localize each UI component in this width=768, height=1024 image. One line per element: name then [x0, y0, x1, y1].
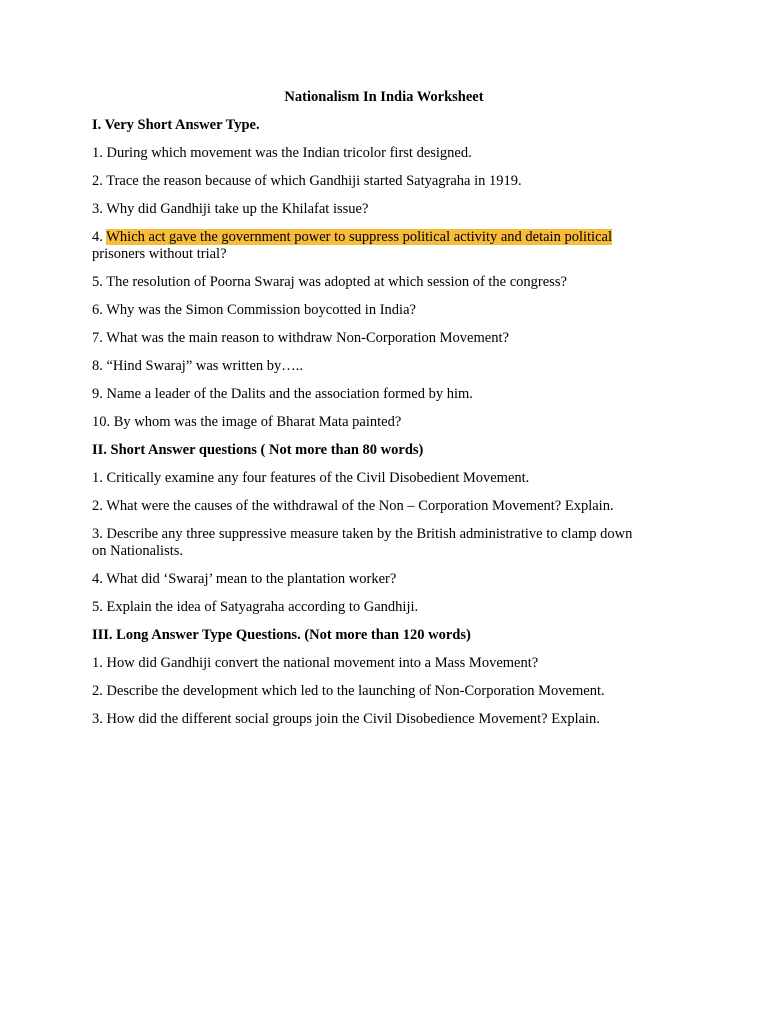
question-1-4-line1 — [92, 228, 692, 246]
question-1-9: 9. Name a leader of the Dalits and the association formed by him. — [92, 386, 473, 402]
section-2-heading: II. Short Answer questions ( Not more than 80 words) — [92, 442, 424, 458]
question-1-10: 10. By whom was the image of Bharat Mata painted? — [92, 414, 402, 430]
question-1-1: 1. During which movement was the Indian tricolor first designed. — [92, 145, 472, 161]
question-2-3-line2: on Nationalists. — [92, 543, 184, 559]
question-1-7: 7. What was the main reason to withdraw Non-Corporation Movement? — [92, 330, 509, 346]
question-1-2: 2. Trace the reason because of which Gandhiji started Satyagraha in 1919. — [92, 173, 522, 189]
question-3-2: 2. Describe the development which led to the launching of Non-Corporation Movement. — [92, 683, 605, 699]
question-2-4: 4. What did ‘Swaraj’ mean to the plantation worker? — [92, 571, 397, 587]
question-2-2: 2. What were the causes of the withdrawal of the Non – Corporation Movement? Explain. — [92, 498, 614, 514]
page-title: Nationalism In India Worksheet — [284, 89, 484, 105]
question-1-4-highlighted-text: Which act gave the government power to suppress political activity and detain political — [106, 229, 612, 245]
question-1-4-line2: prisoners without trial? — [92, 246, 227, 262]
question-3-3: 3. How did the different social groups join the Civil Disobedience Movement? Explain. — [92, 711, 600, 727]
question-1-4-number: 4. — [92, 229, 103, 245]
question-2-5: 5. Explain the idea of Satyagraha according to Gandhiji. — [92, 599, 419, 615]
question-1-8: 8. “Hind Swaraj” was written by….. — [92, 358, 304, 374]
question-1-3: 3. Why did Gandhiji take up the Khilafat issue? — [92, 201, 369, 217]
section-3-heading: III. Long Answer Type Questions. (Not more than 120 words) — [92, 627, 471, 643]
question-1-5: 5. The resolution of Poorna Swaraj was adopted at which session of the congress? — [92, 274, 567, 290]
question-2-3-line1: 3. Describe any three suppressive measure taken by the British administrative to clamp down — [92, 526, 633, 542]
section-1-heading: I. Very Short Answer Type. — [92, 117, 260, 133]
question-3-1: 1. How did Gandhiji convert the national movement into a Mass Movement? — [92, 655, 539, 671]
question-1-6: 6. Why was the Simon Commission boycotted in India? — [92, 302, 416, 318]
question-2-1: 1. Critically examine any four features of the Civil Disobedient Movement. — [92, 470, 530, 486]
